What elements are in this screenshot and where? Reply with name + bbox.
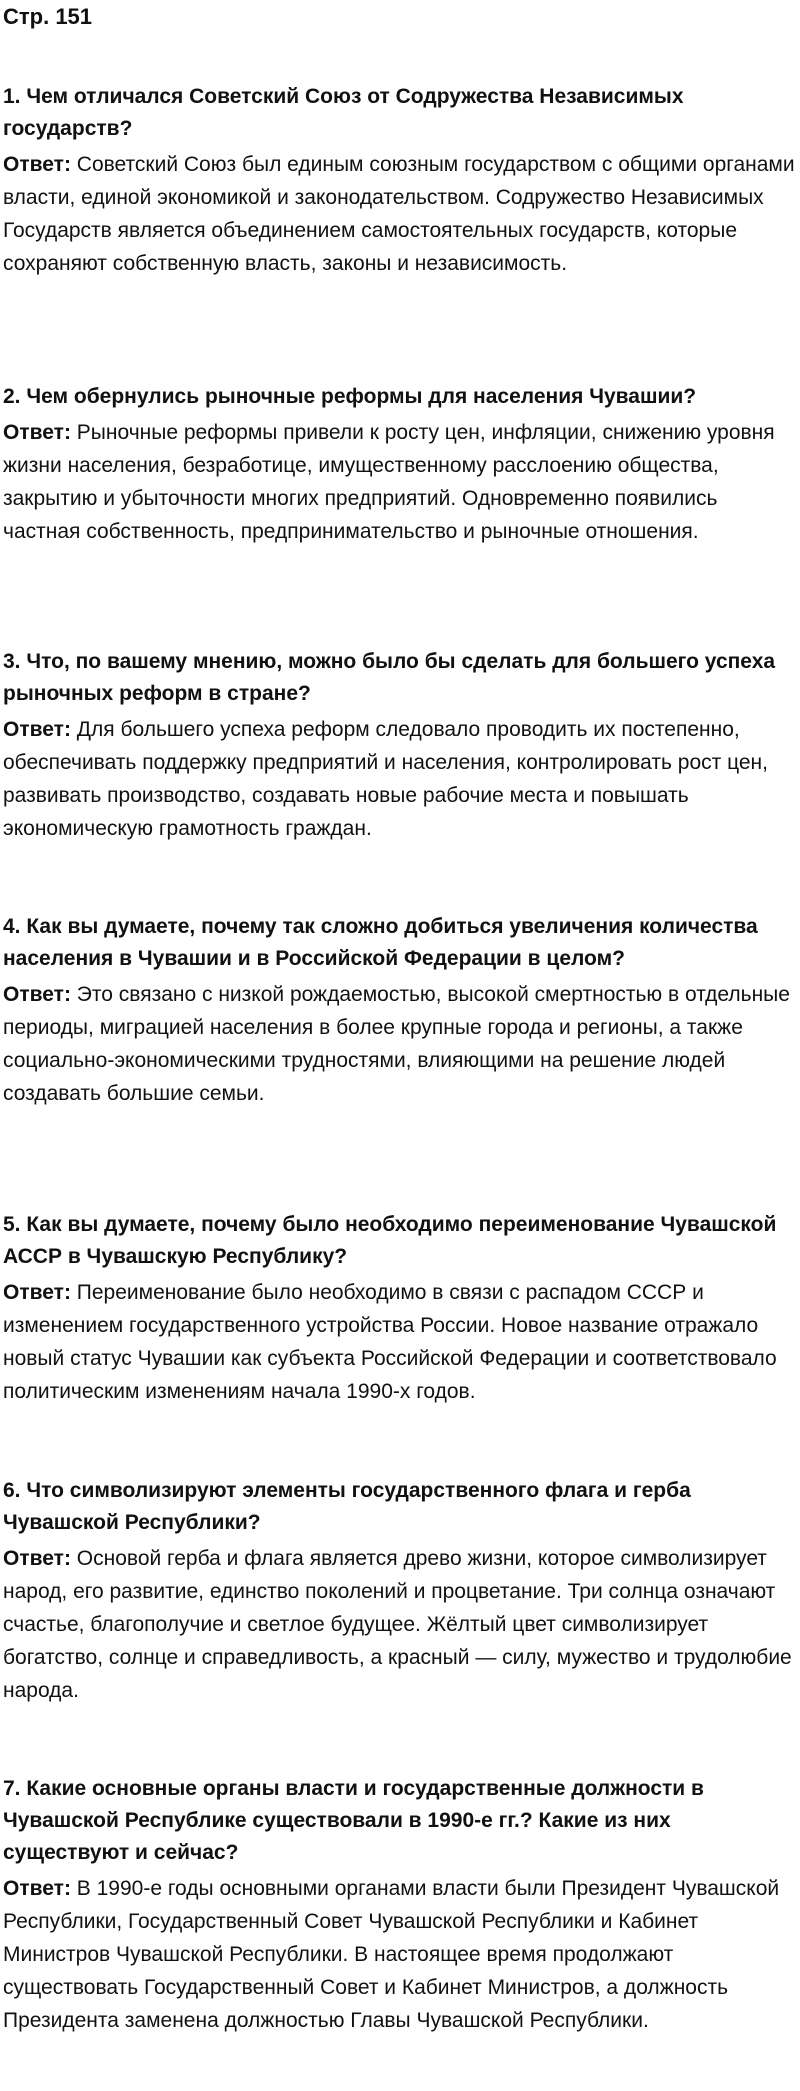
question-text: 6. Что символизируют элементы государственного флага и герба Чувашской Республики? [3, 1479, 691, 1534]
answer-label: Ответ: [3, 153, 71, 176]
answer-label: Ответ: [3, 718, 71, 741]
answer-text: Советский Союз был единым союзным государством с общими органами власти, единой экономикой и законодательством. Содружество Независимых Государств является объединением самостоятельных государств, которые сохраняют собственную власть, законы и независимость. [3, 153, 795, 275]
answer-text: Рыночные реформы привели к росту цен, инфляции, снижению уровня жизни населения, безработице, имущественному расслоению общества, закрытию и убыточности многих предприятий. Одновременно появились частная собственность, предпринимательство и рыночные отношения. [3, 421, 775, 543]
page-number: Стр. 151 [3, 4, 93, 29]
question-text: 2. Чем обернулись рыночные реформы для населения Чувашии? [3, 385, 697, 408]
question-text: 5. Как вы думаете, почему было необходимо переименование Чувашской АССР в Чувашскую Республику? [3, 1213, 777, 1268]
answer-label: Ответ: [3, 1877, 71, 1900]
question-answer-block [3, 1773, 798, 2037]
answer-paragraph [3, 1872, 798, 2037]
answer-text: В 1990-е годы основными органами власти были Президент Чувашской Республики, Государственный Совет Чувашской Республики и Кабинет Министров Чувашской Республики. В настоящее время продолжают существовать Государственный Совет и Кабинет Министров, а должность Президента заменена должностью Главы Чувашской Республики. [3, 1877, 780, 2032]
answer-text: Это связано с низкой рождаемостью, высокой смертностью в отдельные периоды, миграцией населения в более крупные города и регионы, а также социально-экономическими трудностями, влияющими на решение людей создавать большие семьи. [3, 983, 790, 1105]
question-answer-block [3, 81, 798, 280]
question-text: 3. Что, по вашему мнению, можно было бы сделать для большего успеха рыночных реформ в стране? [3, 650, 776, 705]
question-answer-block [3, 1475, 798, 1707]
question-answer-block [3, 1209, 798, 1408]
question-text: 7. Какие основные органы власти и государственные должности в Чувашской Республике существовали в 1990-е гг.? Какие из них существуют и сейчас? [3, 1777, 704, 1864]
answer-paragraph [3, 1542, 798, 1707]
answer-label: Ответ: [3, 421, 71, 444]
question-text: 4. Как вы думаете, почему так сложно добиться увеличения количества населения в Чувашии и в Российской Федерации в целом? [3, 915, 758, 970]
answer-text: Основой герба и флага является древо жизни, которое символизирует народ, его развитие, единство поколений и процветание. Три солнца означают счастье, благополучие и светлое будущее. Жёлтый цвет символизирует богатство, солнце и справедливость, а красный — силу, мужество и трудолюбие народа. [3, 1547, 792, 1702]
answer-paragraph [3, 713, 798, 845]
answer-paragraph [3, 1276, 798, 1408]
question-answer-block [3, 646, 798, 845]
answer-label: Ответ: [3, 983, 71, 1006]
answer-paragraph [3, 148, 798, 280]
answer-text: Для большего успеха реформ следовало проводить их постепенно, обеспечивать поддержку предприятий и населения, контролировать рост цен, развивать производство, создавать новые рабочие места и повышать экономическую грамотность граждан. [3, 718, 768, 840]
answer-label: Ответ: [3, 1547, 71, 1570]
answer-paragraph [3, 978, 798, 1110]
question-answer-block [3, 381, 798, 548]
question-text: 1. Чем отличался Советский Союз от Содружества Независимых государств? [3, 85, 684, 140]
answer-label: Ответ: [3, 1281, 71, 1304]
answer-text: Переименование было необходимо в связи с распадом СССР и изменением государственного устройства России. Новое название отражало новый статус Чувашии как субъекта Российской Федерации и соответствовало политическим изменениям начала 1990-х годов. [3, 1281, 777, 1403]
answer-paragraph [3, 416, 798, 548]
question-answer-block [3, 911, 798, 1110]
